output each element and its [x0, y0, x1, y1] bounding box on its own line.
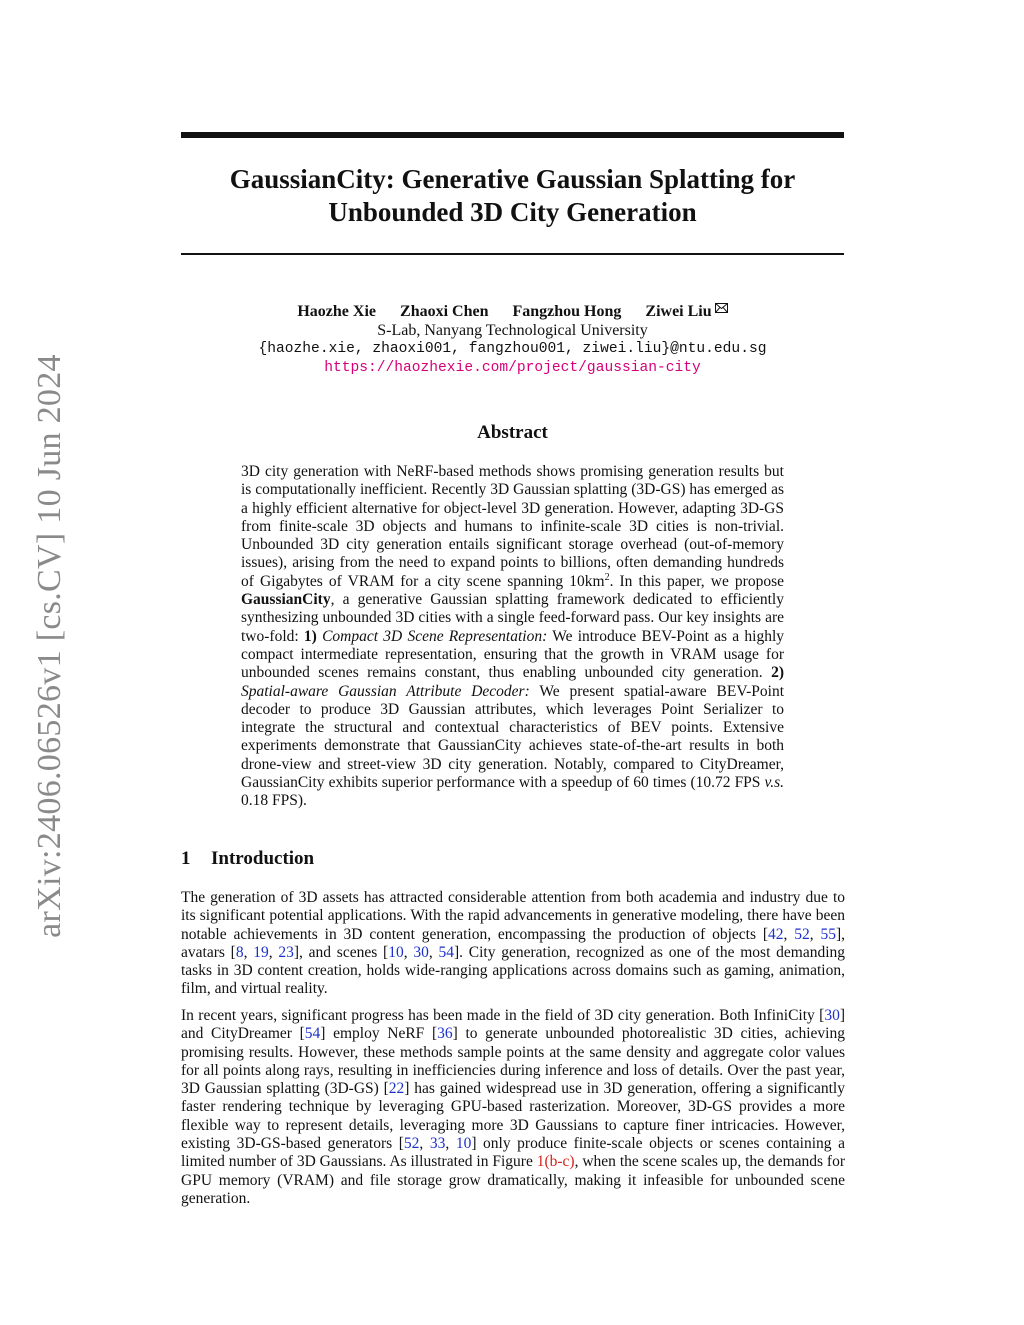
- versus-abbreviation: v.s.: [764, 774, 784, 792]
- abstract-segment: , a generative Gaussian splatting framework dedicated to efficiently synthesizing unbounded 3D cities with a single feed-forward pass. Our key insights are two-fold:: [241, 591, 784, 645]
- citation-link[interactable]: 42: [768, 925, 784, 943]
- citation-link[interactable]: 36: [437, 1025, 453, 1043]
- citation-link[interactable]: 54: [304, 1025, 321, 1043]
- author-name: Zhaoxi Chen: [400, 303, 489, 320]
- insight-title: Compact 3D Scene Representation:: [322, 627, 548, 645]
- insight-number: 1): [303, 627, 317, 645]
- abstract-segment: 3D city generation with NeRF-based methods shows promising generation results but is computationally inefficient. Recently 3D Gaussian splatting (3D-GS) has emerged as a highly efficient alternative for object-level 3D generation. However, adapting 3D-GS from finite-scale 3D objects and humans to infinite-scale 3D cities is non-trivial. Unbounded 3D city generation entails significant storage overhead (out-of-memory issues), arising from the need to expand points to billions, often demanding hundreds of Gigabytes of VRAM for a city scene spanning 10km: [241, 463, 784, 590]
- text-segment: ] and CityDreamer [: [181, 1007, 845, 1043]
- figure-reference-link[interactable]: 1(b-c): [536, 1153, 575, 1171]
- envelope-icon: [715, 299, 728, 318]
- citation-link[interactable]: 54: [438, 943, 454, 961]
- corresponding-author-name: Ziwei Liu: [645, 303, 712, 320]
- abstract-segment: We introduce BEV-Point as a highly compact intermediate representation, ensuring that the growth in VRAM usage for unbounded scenes remains constant, thus enabling unbounded city generation.: [241, 627, 785, 682]
- citation-link[interactable]: 19: [253, 943, 269, 961]
- author-list: [181, 299, 844, 321]
- citation-link[interactable]: 10: [455, 1135, 472, 1153]
- citation-link[interactable]: 23: [278, 943, 294, 961]
- citation-link[interactable]: 30: [413, 943, 429, 961]
- citation-link[interactable]: 55: [820, 925, 836, 943]
- text-segment: ] to generate unbounded photorealistic 3D cities, achieving promising results. However, these methods sample points at the same density and aggregate color values for all points along rays, resulting in inefficiencies during inference and loss of details. Over the past year, 3D Gaussian splatting (3D-GS) [: [181, 1025, 845, 1098]
- citation-link[interactable]: 30: [824, 1007, 840, 1024]
- text-segment: ], avatars [: [181, 925, 846, 961]
- text-segment: The generation of 3D assets has attracted considerable attention from both academia and industry due to its significant potential applications. With the rapid advancements in generative modeling, there have been notable achievements in 3D content generation, encompassing the production of objects [: [181, 889, 845, 943]
- intro-paragraph-2: In recent years, significant progress has been made in the field of 3D city generation. Both InfiniCity [30] and CityDreamer [54] employ NeRF [36] to generate unbounded photorealistic 3D cities, achieving promising results. However, these methods sample points at the same density and aggregate color values for all points along rays, resulting in inefficiencies during inference and loss of details. Over the past year, 3D Gaussian splatting (3D-GS) [22] has gained widespread use in 3D generation, offering a significantly faster rendering technique by leveraging GPU-based rasterization. Moreover, 3D-GS provides a more flexible way to represent details, leveraging more 3D Gaussians to capture finer intricacies. However, existing 3D-GS-based generators [52, 33, 10] only produce finite-scale objects or scenes containing a limited number of 3D Gaussians. As illustrated in Figure 1(b-c), when the scene scales up, the demands for GPU memory (VRAM) and file storage grow dramatically, making it infeasible for unbounded scene generation.: [181, 1007, 845, 1207]
- title-bottom-rule: [181, 253, 844, 255]
- text-segment: ] has gained widespread use in 3D generation, offering a significantly faster rendering technique by leveraging GPU-based rasterization. Moreover, 3D-GS provides a more flexible way to represent details, leveraging more 3D Gaussians to capture finer intricacies. However, existing 3D-GS-based generators [: [181, 1080, 845, 1153]
- author-name: Fangzhou Hong: [512, 303, 622, 320]
- citation-link[interactable]: 10: [388, 943, 404, 961]
- author-emails: {haozhe.xie, zhaoxi001, fangzhou001, ziwei.liu}@ntu.edu.sg: [258, 341, 767, 357]
- section-number: 1: [181, 848, 191, 869]
- text-segment: ]. City generation, recognized as one of the most demanding tasks in 3D content creation, holds wide-ranging applications across domains such as gaming, animation, film, and virtual reality.: [181, 943, 846, 998]
- text-segment: ], and scenes [: [293, 943, 389, 961]
- citation-link[interactable]: 52: [403, 1135, 420, 1153]
- text-segment: , when the scene scales up, the demands for GPU memory (VRAM) and file storage grow dramatically, making it infeasible for unbounded scene generation.: [181, 1153, 845, 1207]
- insight-number: 2): [771, 664, 784, 682]
- title-line-2: Unbounded 3D City Generation: [328, 197, 697, 227]
- text-segment: ] only produce finite-scale objects or scenes containing a limited number of 3D Gaussians. As illustrated in Figure: [181, 1135, 845, 1171]
- text-segment: In recent years, significant progress has been made in the field of 3D city generation. Both InfiniCity [: [181, 1007, 825, 1024]
- affiliation: S-Lab, Nanyang Technological University: [377, 322, 648, 339]
- author-block: [181, 299, 844, 378]
- paper-title: [181, 163, 844, 229]
- citation-link[interactable]: 33: [429, 1135, 446, 1153]
- text-segment: ] employ NeRF [: [320, 1025, 438, 1043]
- citation-link[interactable]: 8: [235, 943, 244, 961]
- abstract-segment: 0.18 FPS).: [241, 792, 307, 810]
- method-name: GaussianCity: [241, 591, 331, 609]
- section-title: Introduction: [211, 848, 315, 869]
- intro-paragraph-1: The generation of 3D assets has attracted considerable attention from both academia and industry due to its significant potential applications. With the rapid advancements in generative modeling, there have been notable achievements in 3D content generation, encompassing the production of objects [42, 52, 55], avatars [8, 19, 23], and scenes [10, 30, 54]. City generation, recognized as one of the most demanding tasks in 3D content creation, holds wide-ranging applications across domains such as gaming, animation, film, and virtual reality.: [181, 889, 846, 998]
- insight-title: Spatial-aware Gaussian Attribute Decoder:: [241, 682, 530, 700]
- section-heading: [181, 848, 314, 870]
- citation-link[interactable]: 52: [794, 925, 810, 943]
- arxiv-identifier: [24, 348, 76, 944]
- title-top-rule: [181, 132, 844, 138]
- abstract-text: [241, 463, 784, 811]
- author-name: [645, 303, 727, 320]
- author-name: Haozhe Xie: [297, 303, 377, 320]
- arxiv-identifier-text: arXiv:2406.06526v1 [cs.CV] 10 Jun 2024: [31, 354, 69, 938]
- superscript: 2: [604, 571, 610, 583]
- abstract-segment: We present spatial-aware BEV-Point decoder to produce 3D Gaussian attributes, which leverages Point Serializer to integrate the structural and contextual characteristics of BEV points. Extensive experiments demonstrate that GaussianCity achieves state-of-the-art results in both drone-view and street-view 3D city generation. Notably, compared to CityDreamer, GaussianCity exhibits superior performance with a speedup of 60 times (10.72 FPS: [241, 682, 785, 792]
- title-line-1: GaussianCity: Generative Gaussian Splatting for: [229, 164, 796, 194]
- project-page-link[interactable]: https://haozhexie.com/project/gaussian-city: [324, 360, 701, 376]
- citation-link[interactable]: 22: [388, 1080, 405, 1098]
- abstract-segment: . In this paper, we propose: [609, 572, 784, 590]
- abstract-heading: Abstract: [477, 422, 548, 443]
